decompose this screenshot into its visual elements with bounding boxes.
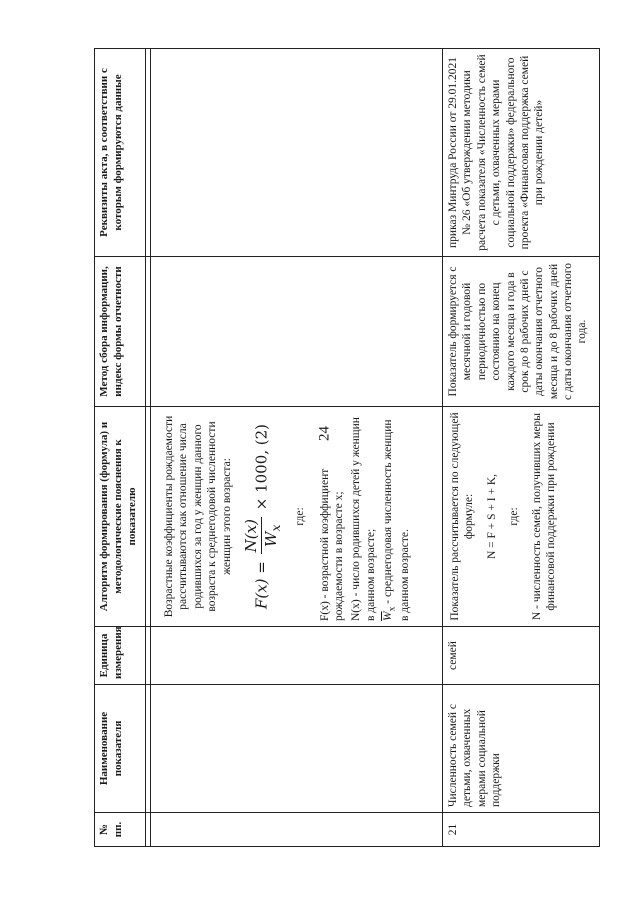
- table-row: [151, 49, 443, 847]
- fertility-formula: [242, 412, 283, 621]
- cell-unit: [151, 627, 443, 685]
- formula-fraction: [242, 517, 283, 554]
- cell-num: 21: [443, 813, 600, 847]
- formula-numerator: N(x): [241, 519, 260, 553]
- cell-requisites: приказ Минтруда России от 29.01.2021 № 26 «Об утверждении методики расчета показателя «Численность семей с детьми, охваченных мерами социальной поддержки» федерального проекта «Финансовая поддержка семей при рождении детей»: [443, 49, 600, 257]
- definition-n: N - численность семей, получивших меры финансовой поддержки при рождении: [530, 412, 557, 621]
- cell-algorithm: [443, 407, 600, 627]
- cell-method: [151, 257, 443, 407]
- cell-name: Численность семей с детьми, охваченных мерами социальной поддержки: [443, 685, 600, 813]
- cell-requisites: [151, 49, 443, 257]
- where-label: где:: [508, 507, 521, 526]
- table-row: [443, 49, 600, 847]
- header-name: Наименование показателя: [95, 685, 146, 813]
- algorithm-intro: Показатель рассчитывается по следующей формуле:: [449, 412, 476, 621]
- definition-f: F(x) - возрастной коэффициент рождаемости в возрасте x;: [318, 468, 345, 621]
- cell-algorithm: [151, 407, 443, 627]
- formula-denominator: $\overline{W}_x$: [261, 524, 283, 547]
- cell-unit: семей: [443, 627, 600, 685]
- cell-num: [151, 813, 443, 847]
- page-number: 24: [316, 426, 333, 441]
- definition-n: N(x) - число родившихся детей у женщин в данном возрасте;: [350, 417, 377, 621]
- header-unit: Единица измерения: [95, 627, 146, 685]
- header-requisites: Реквизиты акта, в соответствии с которым формируются данные: [95, 49, 146, 257]
- algorithm-intro: Возрастные коэффициенты рождаемости рассчитываются как отношение числа родившихся за год у женщин данного возраста к среднегодовой численности женщин этого возраста:: [163, 415, 233, 618]
- header-algorithm: Алгоритм формирования (формула) и методологические пояснения к показателю: [95, 407, 146, 627]
- cell-method: Показатель формируется с месячной и годовой периодичностью по состоянию на конец каждого месяца и года в срок до 8 рабочих дней с даты окончания отчетного месяца и до 8 рабочих дней с даты окончания отчетного года.: [443, 257, 600, 407]
- header-method: Метод сбора информации, индекс формы отчетности: [95, 257, 146, 407]
- where-label: где:: [294, 507, 307, 526]
- definition-w: $\overline{W}_x$ - среднегодовая численность женщин в данном возрасте.: [382, 419, 412, 621]
- cell-name: [151, 685, 443, 813]
- indicator-table: [94, 48, 600, 847]
- algorithm-formula: N = F + S + I + K,: [485, 473, 498, 560]
- rotated-table-container: [94, 49, 587, 847]
- header-row: [95, 49, 146, 847]
- formula-lhs: F(x) =: [252, 561, 271, 610]
- header-num: № пп.: [95, 813, 146, 847]
- formula-rhs: × 1000, (2): [252, 423, 271, 511]
